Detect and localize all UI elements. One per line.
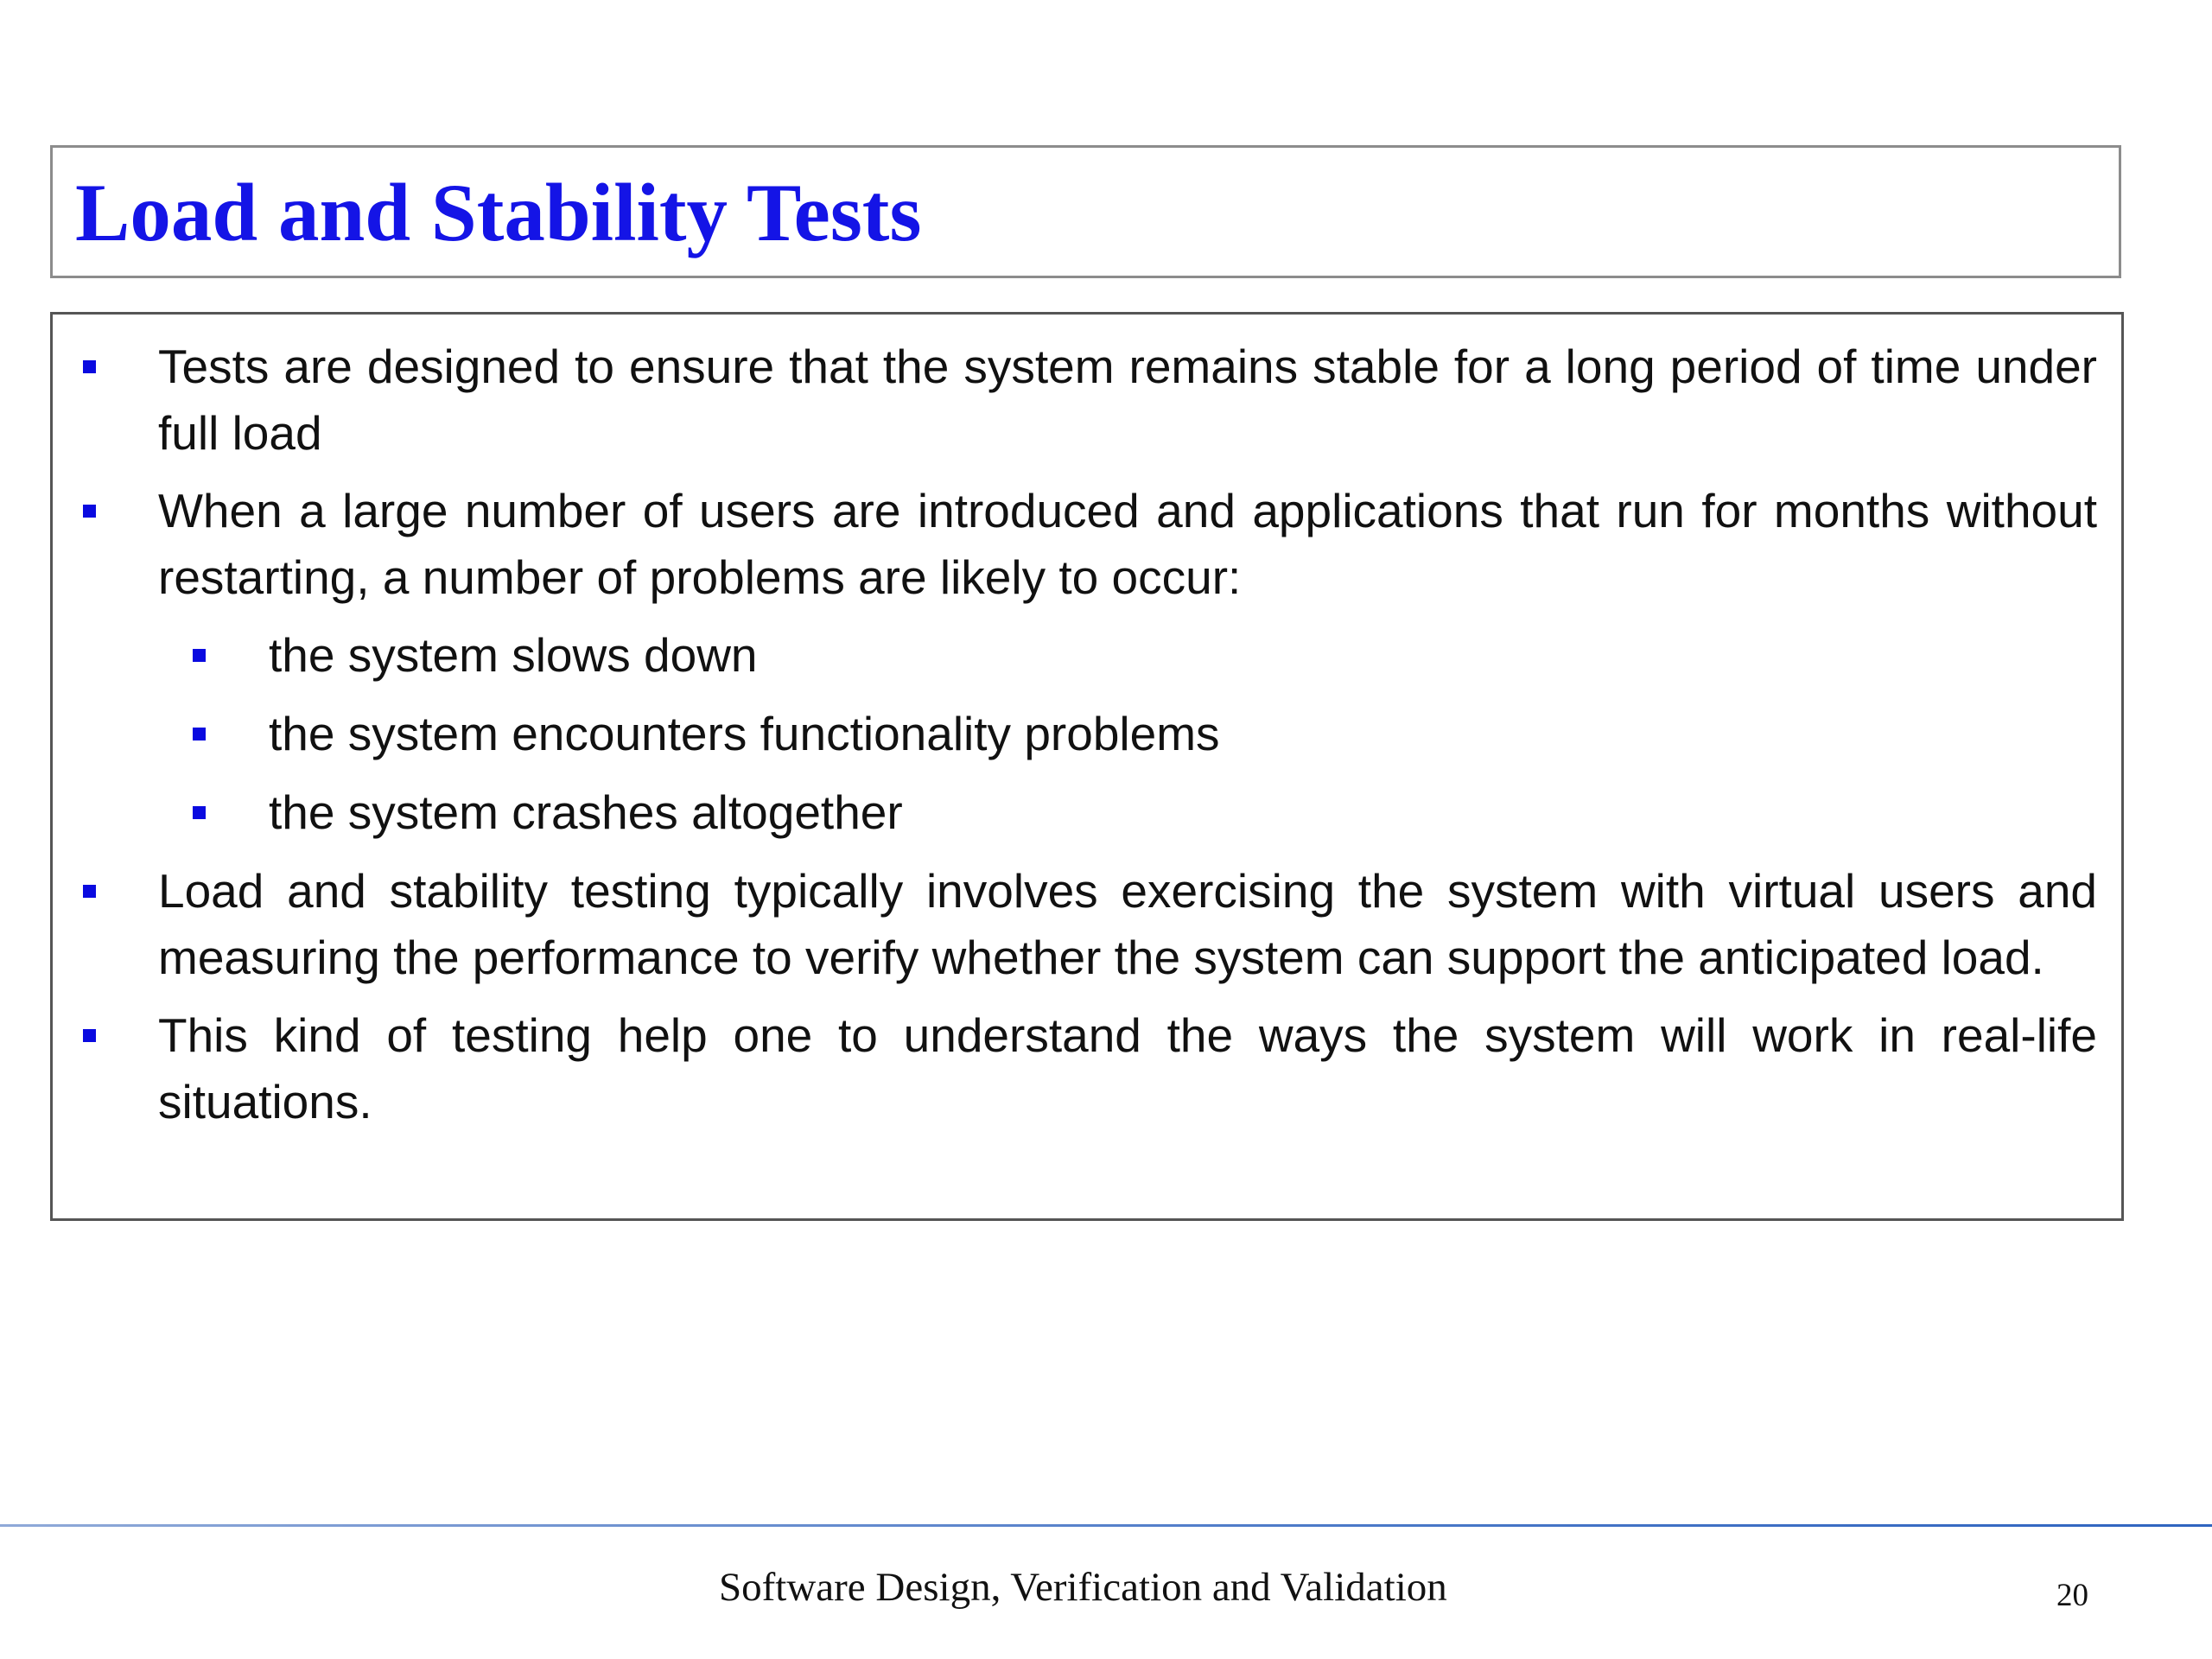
sub-bullet-item-1 (269, 622, 2097, 689)
bullet-text: When a large number of users are introduced and applications that run for months without restarting, a number of problems are likely to occur: (158, 484, 2097, 604)
sub-bullet-text: the system crashes altogether (269, 785, 903, 839)
bullet-item-1 (158, 334, 2097, 467)
footer-course-title: Software Design, Verification and Validation (719, 1565, 1447, 1610)
bullet-text: This kind of testing help one to understand the ways the system will work in real-life situations. (158, 1008, 2097, 1128)
slide-title: Load and Stability Tests (75, 167, 922, 258)
square-bullet-icon (83, 505, 96, 518)
sub-bullet-text: the system slows down (269, 628, 758, 682)
sub-bullet-text: the system encounters functionality problems (269, 707, 1220, 760)
bullet-text: Tests are designed to ensure that the system remains stable for a long period of time under full load (158, 340, 2097, 460)
square-bullet-icon (83, 885, 96, 898)
bullet-text: Load and stability testing typically involves exercising the system with virtual users and measuring the performance to verify whether the system can support the anticipated load. (158, 864, 2097, 984)
square-bullet-icon (83, 1029, 96, 1042)
square-bullet-icon (193, 728, 206, 741)
square-bullet-icon (83, 360, 96, 373)
footer-divider (0, 1524, 2212, 1527)
square-bullet-icon (193, 806, 206, 819)
sub-bullet-item-2 (269, 701, 2097, 767)
sub-bullet-item-3 (269, 779, 2097, 846)
slide-content-box (50, 312, 2124, 1221)
bullet-item-3 (158, 858, 2097, 991)
square-bullet-icon (193, 649, 206, 662)
bullet-list (53, 334, 2121, 1147)
slide-title-box (50, 145, 2121, 278)
bullet-item-2 (158, 478, 2097, 611)
page-number: 20 (2056, 1578, 2088, 1613)
bullet-item-4 (158, 1002, 2097, 1135)
